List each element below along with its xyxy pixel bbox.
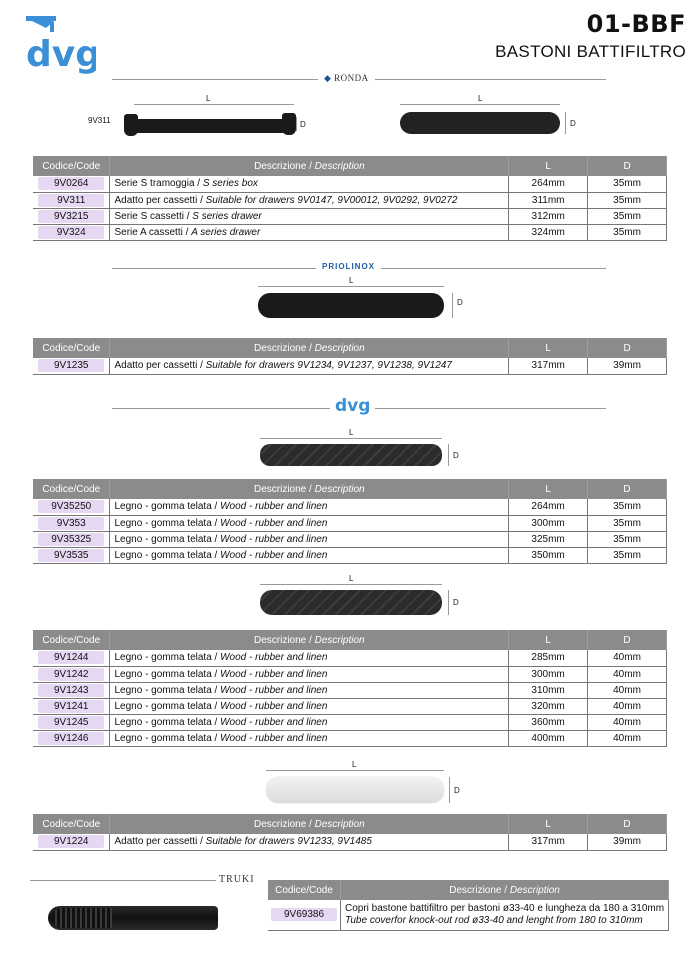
column-header-description: Descrizione / Description	[110, 814, 509, 834]
table-row: 9V1243 Legno - gomma telata / Wood - rubber and linen 310mm 40mm	[33, 682, 667, 698]
diameter-label: D	[457, 298, 463, 307]
rubber-rod-image	[260, 444, 442, 466]
table-row: 9V1235 Adatto per cassetti / Suitable for drawers 9V1234, 9V1237, 9V1238, 9V1247 317mm 39mm	[33, 358, 667, 374]
table-row: 9V1241 Legno - gomma telata / Wood - rubber and linen 320mm 40mm	[33, 698, 667, 714]
page-title: BASTONI BATTIFILTRO	[495, 42, 686, 61]
column-header-code: Codice/Code	[33, 156, 110, 176]
catalog-code: 01-BBF	[586, 10, 686, 38]
column-header-code: Codice/Code	[33, 630, 110, 650]
length-label: L	[478, 94, 483, 103]
diameter-dimension-line	[448, 444, 449, 466]
diameter-label: D	[300, 120, 306, 129]
dvg-brand: dvg	[330, 396, 375, 416]
length-dimension-line	[134, 104, 294, 105]
product-table-priolinox	[33, 338, 667, 375]
rod-end-bracket	[124, 114, 138, 136]
rod-image	[400, 112, 560, 134]
length-label: L	[349, 428, 354, 437]
svg-text:dvg: dvg	[26, 34, 96, 75]
section-divider	[30, 880, 242, 881]
column-header-description: Descrizione / Description	[110, 479, 509, 499]
length-label: L	[352, 760, 357, 769]
dvg-logo	[24, 14, 96, 76]
diameter-dimension-line	[452, 293, 453, 318]
product-image-label: 9V311	[88, 116, 111, 125]
table-row: 9V0264 Serie S tramoggia / S series box 264mm 35mm	[33, 176, 667, 192]
white-rod-image	[266, 777, 444, 803]
diameter-dimension-line	[449, 777, 450, 803]
product-table-dvg-40	[33, 630, 667, 747]
product-table-dvg-35	[33, 479, 667, 564]
column-header-diameter: D	[588, 630, 667, 650]
table-row: 9V1246 Legno - gomma telata / Wood - rubber and linen 400mm 40mm	[33, 730, 667, 746]
table-row: 9V311 Adatto per cassetti / Suitable for drawers 9V0147, 9V00012, 9V0292, 9V0272 311mm 35mm	[33, 192, 667, 208]
column-header-length: L	[509, 630, 588, 650]
rod-9v311-image	[130, 119, 292, 133]
column-header-diameter: D	[588, 338, 667, 358]
tube-cover-grip	[52, 908, 112, 928]
column-header-description: Descrizione / Description	[110, 630, 509, 650]
priolinox-brand: PRIOLINOX	[316, 262, 381, 271]
diameter-dimension-line	[296, 117, 297, 131]
length-dimension-line	[260, 438, 442, 439]
diameter-label: D	[453, 451, 459, 460]
length-dimension-line	[260, 584, 442, 585]
product-table-truki	[268, 880, 669, 931]
table-row: 9V3535 Legno - gomma telata / Wood - rubber and linen 350mm 35mm	[33, 547, 667, 563]
table-row: 9V35250 Legno - gomma telata / Wood - rubber and linen 264mm 35mm	[33, 499, 667, 515]
column-header-code: Codice/Code	[268, 880, 341, 900]
length-dimension-line	[400, 104, 560, 105]
table-row: 9V69386 Copri bastone battifiltro per bastoni ø33-40 e lungheza da 180 a 310mm Tube coverfor knock-out rod ø33-40 and lenght from 180 to 310mm	[268, 900, 669, 930]
column-header-description: Descrizione / Description	[110, 338, 509, 358]
column-header-diameter: D	[588, 156, 667, 176]
column-header-description: Descrizione / Description	[341, 880, 669, 900]
column-header-length: L	[509, 479, 588, 499]
length-label: L	[349, 276, 354, 285]
table-row: 9V35325 Legno - gomma telata / Wood - rubber and linen 325mm 35mm	[33, 531, 667, 547]
length-dimension-line	[266, 770, 444, 771]
diameter-dimension-line	[448, 590, 449, 615]
length-label: L	[206, 94, 211, 103]
ronda-icon: ◆	[324, 73, 332, 83]
rod-image	[258, 293, 444, 318]
length-dimension-line	[258, 286, 444, 287]
rubber-rod-image	[260, 590, 442, 615]
product-table-ronda	[33, 156, 667, 241]
table-row: 9V3215 Serie S cassetti / S series drawer 312mm 35mm	[33, 208, 667, 224]
product-table-white	[33, 814, 667, 851]
table-row: 9V353 Legno - gomma telata / Wood - rubber and linen 300mm 35mm	[33, 515, 667, 531]
column-header-length: L	[509, 338, 588, 358]
diameter-dimension-line	[565, 112, 566, 134]
diameter-label: D	[453, 598, 459, 607]
table-row: 9V1245 Legno - gomma telata / Wood - rubber and linen 360mm 40mm	[33, 714, 667, 730]
diameter-label: D	[570, 119, 576, 128]
table-row: 9V1224 Adatto per cassetti / Suitable for drawers 9V1233, 9V1485 317mm 39mm	[33, 834, 667, 850]
table-row: 9V324 Serie A cassetti / A series drawer 324mm 35mm	[33, 224, 667, 240]
column-header-diameter: D	[588, 814, 667, 834]
rod-end-bracket	[282, 113, 296, 135]
column-header-length: L	[509, 156, 588, 176]
column-header-code: Codice/Code	[33, 338, 110, 358]
ronda-brand: ◆ RONDA	[318, 73, 375, 84]
column-header-diameter: D	[588, 479, 667, 499]
length-label: L	[349, 574, 354, 583]
truki-brand: TRUKI	[216, 874, 258, 885]
column-header-code: Codice/Code	[33, 479, 110, 499]
column-header-length: L	[509, 814, 588, 834]
table-row: 9V1242 Legno - gomma telata / Wood - rubber and linen 300mm 40mm	[33, 666, 667, 682]
diameter-label: D	[454, 786, 460, 795]
table-row: 9V1244 Legno - gomma telata / Wood - rubber and linen 285mm 40mm	[33, 650, 667, 666]
column-header-description: Descrizione / Description	[110, 156, 509, 176]
column-header-code: Codice/Code	[33, 814, 110, 834]
